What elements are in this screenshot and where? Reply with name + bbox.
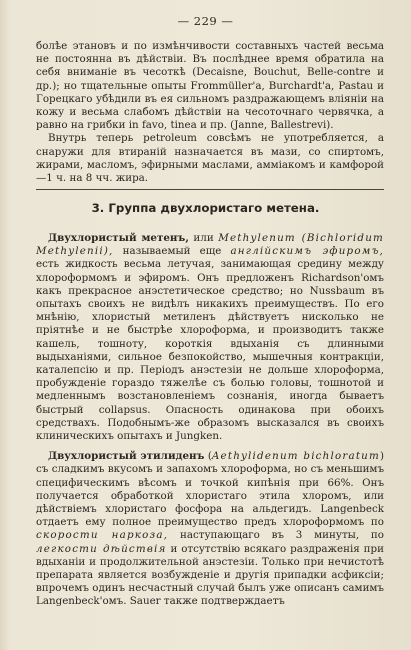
page-number: — 229 — xyxy=(177,14,234,28)
emphasis-speed: скорости наркоза, xyxy=(36,529,169,542)
paragraph-petroleum-effects: болѣе этановъ и по измѣнчивости составныхъ частей весьма не постоянна въ дѣйствіи. Въ послѣднее время обратила на себя вниманіе въ чесоткѣ (Decaisne, Bouchut, Belle-contre и др.); но тщательные опыты Frommüller'а, Burchardt'а, Pastau и Горецкаго убѣдили въ ея сильномъ раздражающемъ вліяніи на кожу и весьма слабомъ дѣйствіи на чесоточнаго червячка, а равно на грибки in favo, tinea и пр. (Janne, Ballestrevi). xyxy=(36,40,384,132)
continuation-text xyxy=(36,40,384,185)
entry-ethylidene: Двухлористый этилиденъ (Aethylidenum bichloratum) съ сладкимъ вкусомъ и запахомъ хлороформа, но съ меньшимъ специфическимъ вѣсомъ и точкой кипѣнія при 66%. Онъ получается обработкой хлористаго этила хлоромъ, или дѣйствіемъ хлористаго фосфора на альдегидъ. Langenbeck отдаетъ ему полное преимущество предъ хлороформомъ по скорости наркоза, наступающаго въ 3 минуты, по легкости дѣйствія и отсутствію всякаго раздраженія при вдыханіи и продолжительной анэстезіи. Только при нечистотѣ препарата является возбужденіе и другія припадки асфиксіи; впрочемъ одинъ несчастный случай былъ уже описанъ самимъ Langenbeck'омъ. Sauer также подтверждаетъ xyxy=(36,450,385,608)
alt-name: англійскимъ эфиромъ, xyxy=(230,245,384,258)
entry-methylene: Двухлористый метенъ, или Methylenum (Bichloridum Methylenii), называемый еще англійскимъ эфиромъ, есть жидкость весьма летучая, занимающая средину между хлороформомъ и эфиромъ. Онъ предложенъ Richardson'омъ какъ прекрасное анэстетическое средство; но Nussbaum въ опытахъ своихъ не видѣлъ никакихъ преимуществъ. По его мнѣнію, хлористый метиленъ дѣйствуетъ нисколько не пріятнѣе и не быстрѣе хлороформа, и производитъ также кашель, тошноту, короткія вдыханія съ длинными выдыханіями, сильное безпокойство, мышечныя контракціи, каталепсію и пр. Періодъ анэстезіи не дольше хлороформа, пробужденіе гораздо тяжелѣе съ болью головы, тошнотой и медленнымъ возстановленіемъ сознанія, иногда бываетъ быстрый collapsus. Опасность одинакова при обоихъ средствахъ. Подобнымъ-же образомъ высказался въ своихъ клиническихъ опытахъ и Jungken. xyxy=(36,232,384,443)
entry-term: Двухлористый метенъ, xyxy=(48,232,189,244)
section-divider xyxy=(36,189,384,190)
entry-term: Двухлористый этилиденъ xyxy=(48,450,205,463)
emphasis-ease: легкости дѣйствія xyxy=(36,542,167,555)
section-body xyxy=(36,232,384,609)
latin-name: Aethylidenum bichloratum xyxy=(211,450,380,463)
latin-name: Methylenum (Bichloridum Methylenii), xyxy=(36,232,384,258)
section-heading: 3. Группа двухлористаго метена. xyxy=(91,201,320,215)
paragraph-petroleum-usage: Внутрь теперь petroleum совсѣмъ не употребляется, а снаружи для втираній назначается въ мази, со спиртомъ, жирами, масломъ, эфирными маслами, амміакомъ и камфорой —1 ч. на 8 чч. жира. xyxy=(36,132,384,185)
